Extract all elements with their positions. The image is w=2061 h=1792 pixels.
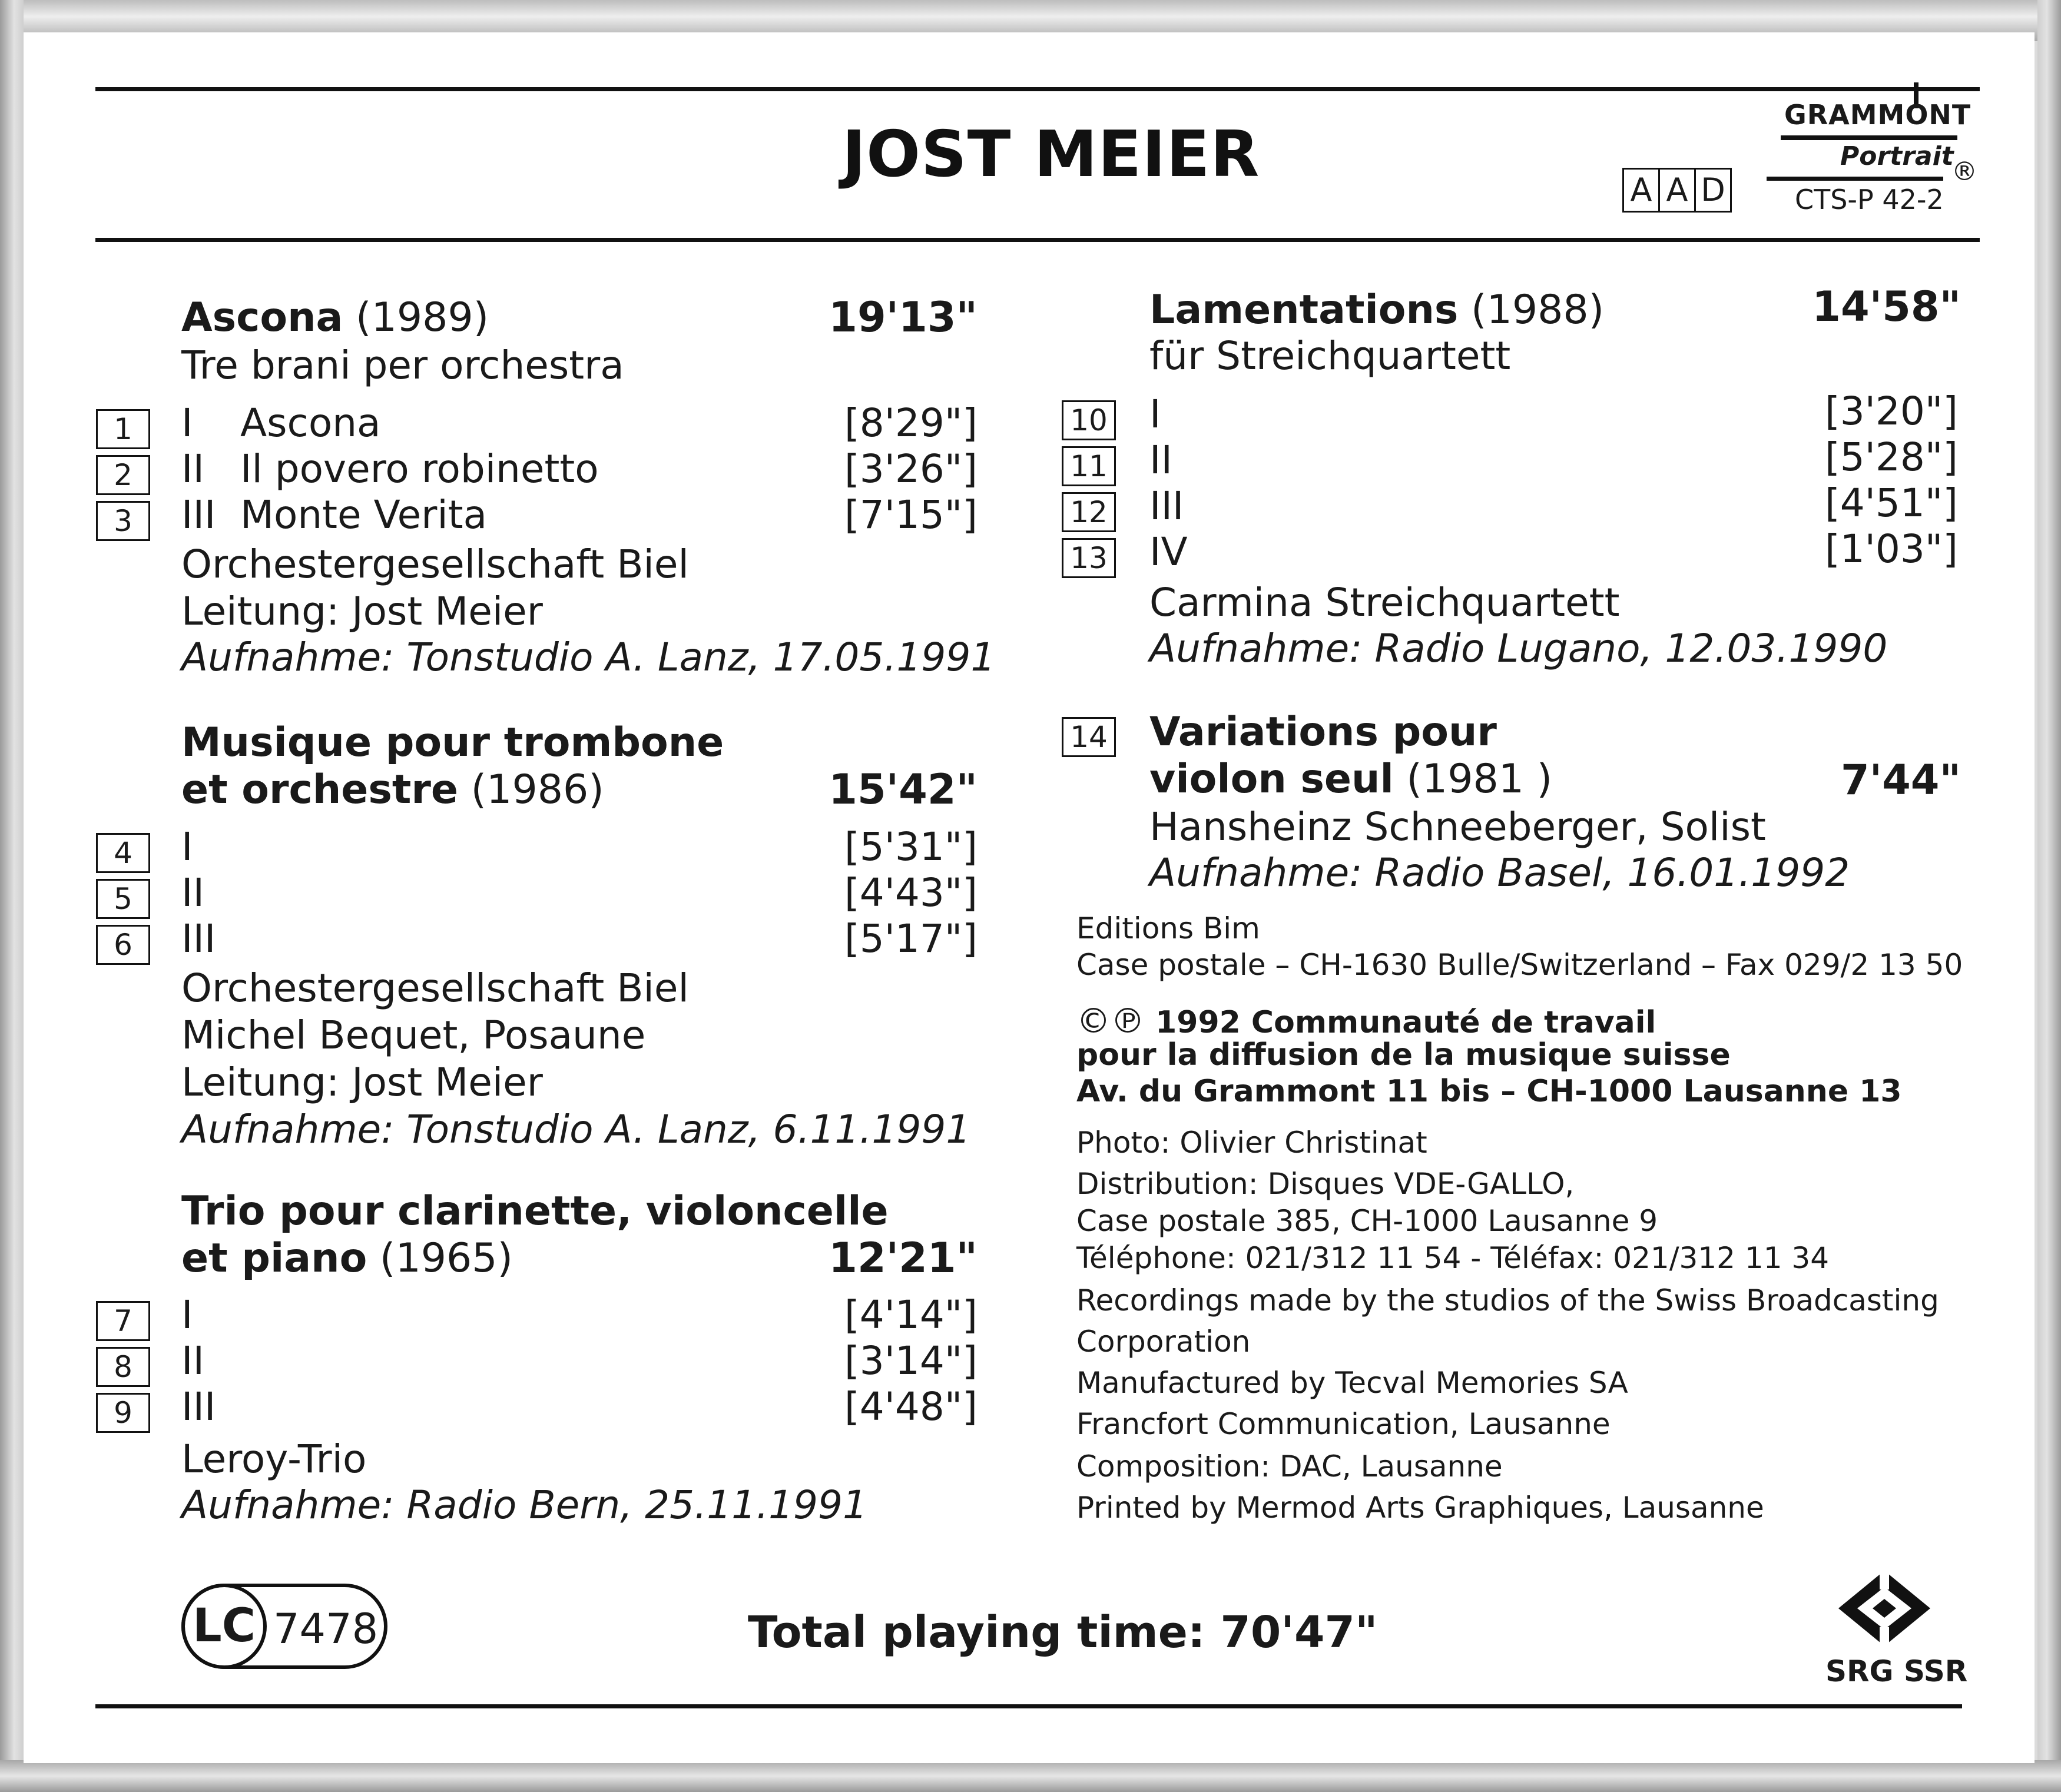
copyright-line: [1076, 1001, 1656, 1041]
work-year: (1986): [458, 766, 604, 813]
work-name: et orchestre: [181, 766, 459, 813]
work-year: (1965): [367, 1235, 513, 1282]
performer: Leitung: Jost Meier: [181, 589, 543, 634]
label-code: 7478: [273, 1605, 379, 1653]
movement-number: III: [181, 1384, 216, 1429]
srg-ssr-icon: [1825, 1566, 1943, 1654]
track-number: 1: [96, 409, 150, 449]
movement-name: Il povero robinetto: [240, 446, 599, 492]
recording-info: Aufnahme: Tonstudio A. Lanz, 17.05.1991: [181, 635, 996, 680]
movement-number: II: [1149, 437, 1172, 483]
track-number: 4: [96, 833, 150, 873]
work-name: Ascona: [181, 294, 343, 341]
track-duration: [4'43"]: [844, 870, 978, 915]
total-playing-time: Total playing time: 70'47": [748, 1607, 1378, 1658]
header-rule: [95, 238, 1980, 242]
work-name: Lamentations: [1149, 287, 1459, 333]
movement-number: II: [181, 870, 204, 915]
aad-code: [1624, 168, 1732, 213]
performer: Hansheinz Schneeberger, Solist: [1149, 804, 1766, 849]
copyright-line: pour la diffusion de la musique suisse: [1076, 1037, 1731, 1073]
aad-letter: D: [1694, 168, 1732, 213]
broadcaster-name: SRG SSR: [1825, 1654, 1968, 1688]
bottom-rule: [95, 1704, 1962, 1708]
copyright-symbols: ©℗: [1076, 1001, 1145, 1041]
work-duration: 15'42": [829, 765, 978, 814]
work-name: Musique pour trombone: [181, 719, 724, 766]
track-number: 2: [96, 455, 150, 495]
performer: Carmina Streichquartett: [1149, 580, 1620, 625]
performer: Michel Bequet, Posaune: [181, 1013, 646, 1058]
track-duration: [3'20"]: [1825, 389, 1958, 434]
credit-line: Photo: Olivier Christinat: [1076, 1126, 1427, 1160]
credit-line: Manufactured by Tecval Memories SA: [1076, 1366, 1628, 1400]
registered-mark: ®: [1951, 157, 1977, 187]
credit-line: Téléphone: 021/312 11 54 - Téléfax: 021/312 11 34: [1076, 1241, 1830, 1275]
work-title: [181, 294, 489, 341]
recording-info: Aufnahme: Radio Lugano, 12.03.1990: [1149, 626, 1888, 671]
track-duration: [7'15"]: [844, 492, 978, 537]
work-year: (1988): [1458, 287, 1605, 333]
credit-line: Corporation: [1076, 1325, 1251, 1359]
work-name: et piano: [181, 1235, 367, 1282]
credit-line: Distribution: Disques VDE-GALLO,: [1076, 1167, 1575, 1201]
recording-info: Aufnahme: Radio Basel, 16.01.1992: [1149, 850, 1850, 895]
movement-number: III: [1149, 483, 1184, 529]
work-title-line2: [1149, 756, 1552, 803]
track-number: 6: [96, 925, 150, 965]
movement-number: III: [181, 916, 216, 961]
copyright-line: Av. du Grammont 11 bis – CH-1000 Lausanne 13: [1076, 1074, 1902, 1109]
credit-line: Composition: DAC, Lausanne: [1076, 1449, 1503, 1484]
track-number: 3: [96, 501, 150, 541]
work-duration: 19'13": [829, 293, 978, 341]
track-number: 8: [96, 1347, 150, 1387]
track-number: 12: [1062, 492, 1116, 532]
publisher-line: Case postale – CH-1630 Bulle/Switzerland – Fax 029/2 13 50: [1076, 948, 1963, 982]
track-number: 9: [96, 1393, 150, 1433]
track-number: 13: [1062, 538, 1116, 578]
work-title: [181, 719, 724, 766]
credit-line: Recordings made by the studios of the Swiss Broadcasting: [1076, 1283, 1939, 1318]
logo-name: GRAMMONT: [1784, 99, 1971, 131]
lc-mark: LC: [181, 1584, 267, 1669]
catalog-number: CTS-P 42-2: [1795, 184, 1944, 215]
top-rule: [95, 87, 1980, 91]
movement-number: II: [181, 1338, 204, 1383]
credit-line: Francfort Communication, Lausanne: [1076, 1407, 1611, 1441]
publisher-line: Editions Bim: [1076, 911, 1260, 945]
track-duration: [1'03"]: [1825, 526, 1958, 572]
work-name: Trio pour clarinette, violoncelle: [181, 1188, 889, 1235]
track-duration: [3'26"]: [844, 446, 978, 492]
track-number: 5: [96, 879, 150, 919]
performer: Orchestergesellschaft Biel: [181, 965, 689, 1011]
performer: Leitung: Jost Meier: [181, 1060, 543, 1105]
case-right-edge: [2037, 0, 2061, 1792]
work-year: (1981 ): [1393, 756, 1553, 802]
track-duration: [5'28"]: [1825, 434, 1958, 480]
work-title: [181, 1188, 889, 1235]
logo-series: Portrait: [1840, 141, 1954, 171]
work-subtitle: für Streichquartett: [1149, 333, 1511, 379]
movement-number: IV: [1149, 529, 1188, 575]
work-name: Variations pour: [1149, 709, 1497, 755]
work-subtitle: Tre brani per orchestra: [181, 343, 624, 388]
work-duration: 14'58": [1812, 283, 1961, 331]
credit-line: Case postale 385, CH-1000 Lausanne 9: [1076, 1204, 1658, 1238]
movement-number: I: [1149, 391, 1161, 437]
track-number: 7: [96, 1301, 150, 1341]
credit-line: Printed by Mermod Arts Graphiques, Lausanne: [1076, 1491, 1764, 1525]
movement-number: I: [181, 400, 193, 446]
track-duration: [5'31"]: [844, 824, 978, 870]
work-title: [1149, 709, 1497, 756]
work-name: violon seul: [1149, 756, 1394, 802]
movement-number: III: [181, 492, 216, 537]
srg-ssr-logo: [1825, 1566, 1968, 1690]
movement-number: I: [181, 1292, 193, 1338]
work-duration: 7'44": [1840, 756, 1961, 804]
logo-rule: [1781, 135, 1957, 140]
copyright-text: 1992 Communauté de travail: [1145, 1005, 1656, 1040]
movement-number: I: [181, 824, 193, 870]
recording-info: Aufnahme: Radio Bern, 25.11.1991: [181, 1482, 868, 1528]
work-title: [1149, 287, 1604, 334]
case-left-edge: [0, 0, 24, 1792]
track-duration: [4'48"]: [844, 1384, 978, 1429]
track-number: 14: [1062, 717, 1116, 757]
page-title: JOST MEIER: [842, 118, 1260, 191]
work-title-line2: [181, 1235, 513, 1282]
track-duration: [8'29"]: [844, 400, 978, 446]
track-duration: [3'14"]: [844, 1338, 978, 1383]
label-code-badge: [181, 1584, 387, 1669]
work-year: (1989): [343, 294, 489, 341]
track-number: 11: [1062, 446, 1116, 486]
movement-number: II: [181, 446, 204, 492]
movement-name: Monte Verita: [240, 492, 488, 537]
track-number: 10: [1062, 400, 1116, 440]
grammont-logo: [1767, 82, 1979, 218]
movement-name: Ascona: [240, 400, 381, 446]
recording-info: Aufnahme: Tonstudio A. Lanz, 6.11.1991: [181, 1107, 971, 1152]
performer: Leroy-Trio: [181, 1436, 367, 1482]
aad-letter: A: [1658, 168, 1696, 213]
work-duration: 12'21": [829, 1234, 978, 1282]
track-duration: [4'14"]: [844, 1292, 978, 1338]
performer: Orchestergesellschaft Biel: [181, 542, 689, 587]
work-title-line2: [181, 766, 604, 814]
track-duration: [5'17"]: [844, 916, 978, 961]
case-bottom-edge: [0, 1760, 2061, 1792]
aad-letter: A: [1622, 168, 1660, 213]
track-duration: [4'51"]: [1825, 480, 1958, 526]
logo-rule-lower: [1767, 177, 1943, 181]
